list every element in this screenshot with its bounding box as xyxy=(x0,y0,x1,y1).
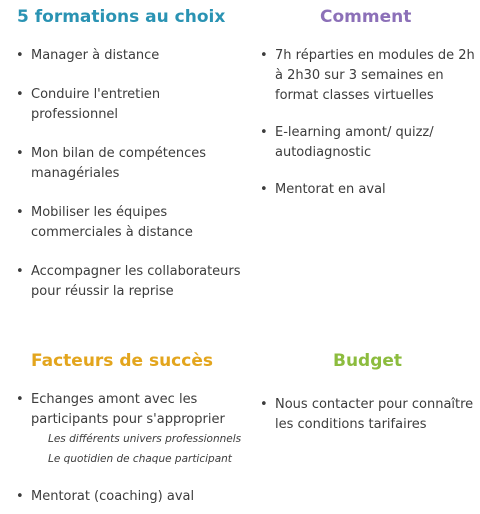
bullet-icon: • xyxy=(260,48,268,63)
budget-section xyxy=(333,351,402,371)
bullet-icon: • xyxy=(260,125,268,140)
formations-title: 5 formations au choix xyxy=(17,7,226,27)
bullet-icon: • xyxy=(16,48,24,63)
budget-title: Budget xyxy=(333,351,403,371)
comment-item-3: • Mentorat en aval xyxy=(275,180,386,200)
formations-item-1: • Manager à distance xyxy=(31,46,159,66)
bullet-icon: • xyxy=(260,397,268,412)
formations-item-3: • Mon bilan de compétences managériales xyxy=(16,146,207,181)
bullet-icon: • xyxy=(16,489,24,504)
bullet-icon: • xyxy=(16,264,24,279)
facteurs-title: Facteurs de succès xyxy=(31,351,213,371)
facteurs-item-2: • Mentorat (coaching) aval xyxy=(31,487,194,507)
facteurs-section xyxy=(31,351,213,371)
facteurs-subitem-2: Le quotidien de chaque participant xyxy=(48,453,232,465)
formations-section xyxy=(17,7,247,27)
bullet-icon: • xyxy=(16,87,24,102)
facteurs-item-1: • Echanges amont avec les participants pour s'approprier xyxy=(16,392,225,427)
bullet-icon: • xyxy=(16,205,24,220)
formations-item-4: • Mobiliser les équipes commerciales à distance xyxy=(16,205,193,240)
facteurs-subitem-1: Les différents univers professionnels xyxy=(48,433,242,445)
formations-item-5: • Accompagner les collaborateurs pour réussir la reprise xyxy=(16,264,241,299)
comment-title: Comment xyxy=(320,7,412,27)
bullet-icon: • xyxy=(16,392,24,407)
bullet-icon: • xyxy=(16,146,24,161)
comment-item-1: • 7h réparties en modules de 2h à 2h30 sur 3 semaines en format classes virtuelles xyxy=(260,48,475,103)
facteurs-subitems xyxy=(48,429,241,469)
bullet-icon: • xyxy=(260,182,268,197)
comment-section xyxy=(320,7,411,27)
formations-item-2: • Conduire l'entretien professionnel xyxy=(16,87,161,122)
budget-item-1: • Nous contacter pour connaître les conditions tarifaires xyxy=(260,397,474,432)
comment-item-2: • E-learning amont/ quizz/ autodiagnostic xyxy=(260,125,434,160)
